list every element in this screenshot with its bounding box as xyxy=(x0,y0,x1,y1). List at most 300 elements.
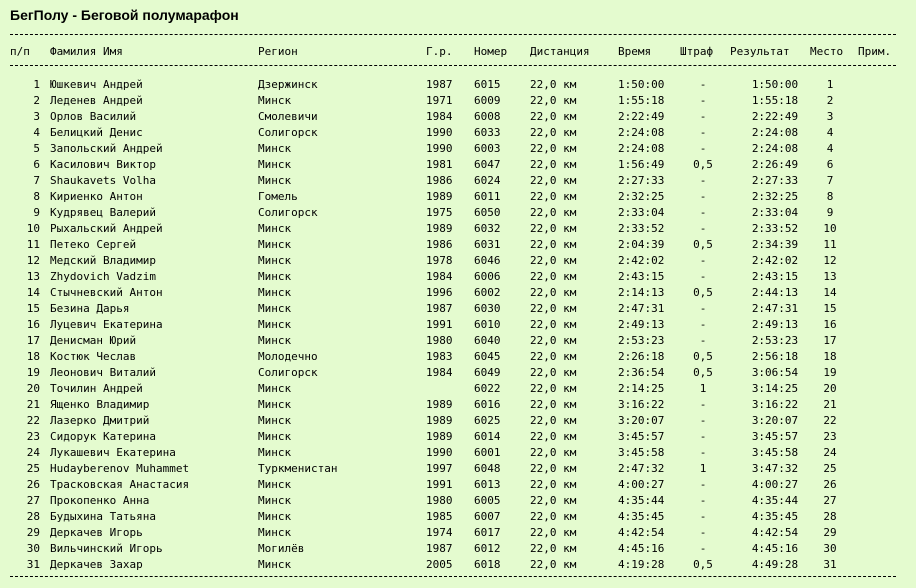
cell-year: 2005 xyxy=(426,558,453,571)
cell-region: Минск xyxy=(258,398,292,411)
cell-result: 4:35:44 xyxy=(751,494,799,507)
cell-place: 2 xyxy=(826,94,834,107)
cell-np: 17 xyxy=(26,334,40,347)
cell-penalty: - xyxy=(699,542,707,555)
cell-year: 1990 xyxy=(426,446,453,459)
cell-name: Кириенко Антон xyxy=(50,190,143,203)
cell-name: Денисман Юрий xyxy=(50,334,137,347)
cell-result: 2:27:33 xyxy=(751,174,799,187)
cell-penalty: - xyxy=(699,398,707,411)
cell-np: 10 xyxy=(26,222,40,235)
cell-number: 6040 xyxy=(474,334,501,347)
cell-place: 14 xyxy=(823,286,837,299)
cell-np: 23 xyxy=(26,430,40,443)
cell-np: 28 xyxy=(26,510,40,523)
header-place: Место xyxy=(810,45,844,58)
cell-result: 3:20:07 xyxy=(751,414,799,427)
cell-time: 2:24:08 xyxy=(618,126,665,139)
cell-name: Hudayberenov Muhammet xyxy=(50,462,190,475)
cell-name: Луцевич Екатерина xyxy=(50,318,163,331)
cell-year: 1987 xyxy=(426,302,453,315)
cell-time: 4:42:54 xyxy=(618,526,665,539)
header-number: Номер xyxy=(474,45,508,58)
cell-penalty: - xyxy=(699,270,707,283)
cell-year: 1989 xyxy=(426,414,453,427)
cell-region: Минск xyxy=(258,382,292,395)
cell-penalty: - xyxy=(699,430,707,443)
cell-distance: 22,0 км xyxy=(530,398,577,411)
cell-np: 9 xyxy=(33,206,40,219)
cell-place: 20 xyxy=(823,382,837,395)
cell-np: 11 xyxy=(26,238,40,251)
cell-place: 26 xyxy=(823,478,837,491)
cell-year: 1997 xyxy=(426,462,453,475)
cell-distance: 22,0 км xyxy=(530,286,577,299)
cell-time: 2:53:23 xyxy=(618,334,665,347)
cell-time: 1:56:49 xyxy=(618,158,665,171)
header-np: п/п xyxy=(10,45,30,58)
cell-number: 6033 xyxy=(474,126,501,139)
cell-distance: 22,0 км xyxy=(530,110,577,123)
table-row xyxy=(10,525,906,541)
cell-number: 6022 xyxy=(474,382,501,395)
cell-time: 1:50:00 xyxy=(618,78,665,91)
cell-penalty: 0,5 xyxy=(693,286,713,299)
cell-np: 14 xyxy=(26,286,40,299)
cell-time: 2:33:04 xyxy=(618,206,665,219)
cell-distance: 22,0 км xyxy=(530,430,577,443)
cell-time: 2:47:32 xyxy=(618,462,665,475)
cell-penalty: - xyxy=(699,174,707,187)
cell-np: 8 xyxy=(33,190,40,203)
cell-distance: 22,0 км xyxy=(530,126,577,139)
cell-year: 1996 xyxy=(426,286,453,299)
cell-distance: 22,0 км xyxy=(530,270,577,283)
cell-name: Деркачев Захар xyxy=(50,558,143,571)
table-row xyxy=(10,269,906,285)
cell-region: Минск xyxy=(258,446,292,459)
cell-number: 6049 xyxy=(474,366,501,379)
cell-year: 1991 xyxy=(426,478,453,491)
cell-number: 6045 xyxy=(474,350,501,363)
cell-number: 6013 xyxy=(474,478,501,491)
cell-np: 6 xyxy=(33,158,40,171)
cell-result: 2:22:49 xyxy=(751,110,799,123)
header-penalty: Штраф xyxy=(680,45,714,58)
cell-time: 3:16:22 xyxy=(618,398,665,411)
table-row xyxy=(10,173,906,189)
cell-distance: 22,0 км xyxy=(530,382,577,395)
cell-number: 6050 xyxy=(474,206,501,219)
cell-result: 3:47:32 xyxy=(751,462,799,475)
cell-result: 4:49:28 xyxy=(751,558,799,571)
cell-number: 6047 xyxy=(474,158,501,171)
cell-result: 2:33:04 xyxy=(751,206,799,219)
cell-place: 27 xyxy=(823,494,837,507)
cell-year: 1989 xyxy=(426,430,453,443)
cell-year: 1971 xyxy=(426,94,453,107)
cell-name: Орлов Василий xyxy=(50,110,137,123)
cell-distance: 22,0 км xyxy=(530,414,577,427)
cell-distance: 22,0 км xyxy=(530,510,577,523)
cell-penalty: - xyxy=(699,302,707,315)
cell-place: 4 xyxy=(826,126,834,139)
table-row xyxy=(10,189,906,205)
cell-region: Минск xyxy=(258,174,292,187)
cell-distance: 22,0 км xyxy=(530,206,577,219)
cell-number: 6048 xyxy=(474,462,501,475)
cell-number: 6001 xyxy=(474,446,501,459)
table-row xyxy=(10,445,906,461)
divider-bottom xyxy=(10,576,896,581)
cell-time: 2:04:39 xyxy=(618,238,665,251)
table-row xyxy=(10,253,906,269)
cell-penalty: 0,5 xyxy=(693,238,713,251)
cell-result: 4:45:16 xyxy=(751,542,799,555)
header-region: Регион xyxy=(258,45,298,58)
cell-penalty: - xyxy=(699,78,707,91)
cell-penalty: - xyxy=(699,126,707,139)
cell-year: 1990 xyxy=(426,126,453,139)
cell-number: 6030 xyxy=(474,302,501,315)
cell-name: Лазерко Дмитрий xyxy=(50,414,150,427)
cell-number: 6006 xyxy=(474,270,501,283)
cell-penalty: - xyxy=(699,446,707,459)
cell-place: 19 xyxy=(823,366,837,379)
cell-np: 2 xyxy=(33,94,40,107)
cell-region: Молодечно xyxy=(258,350,318,363)
cell-time: 2:43:15 xyxy=(618,270,665,283)
cell-np: 21 xyxy=(26,398,40,411)
cell-np: 26 xyxy=(26,478,40,491)
cell-distance: 22,0 км xyxy=(530,174,577,187)
cell-name: Стычневский Антон xyxy=(50,286,163,299)
cell-number: 6003 xyxy=(474,142,501,155)
cell-time: 4:19:28 xyxy=(618,558,665,571)
cell-np: 27 xyxy=(26,494,40,507)
table-row xyxy=(10,157,906,173)
cell-number: 6025 xyxy=(474,414,501,427)
cell-result: 4:00:27 xyxy=(751,478,799,491)
cell-result: 3:45:58 xyxy=(751,446,799,459)
cell-year: 1986 xyxy=(426,174,453,187)
cell-distance: 22,0 км xyxy=(530,366,577,379)
cell-region: Минск xyxy=(258,414,292,427)
cell-region: Туркменистан xyxy=(258,462,338,475)
cell-time: 2:27:33 xyxy=(618,174,665,187)
cell-result: 2:56:18 xyxy=(751,350,799,363)
cell-region: Гомель xyxy=(258,190,298,203)
cell-name: Zhydovich Vadzim xyxy=(50,270,156,283)
cell-region: Солигорск xyxy=(258,366,318,379)
cell-region: Могилёв xyxy=(258,542,305,555)
cell-time: 2:32:25 xyxy=(618,190,665,203)
cell-distance: 22,0 км xyxy=(530,302,577,315)
cell-name: Петеко Сергей xyxy=(50,238,137,251)
cell-penalty: - xyxy=(699,318,707,331)
cell-np: 5 xyxy=(33,142,40,155)
cell-penalty: - xyxy=(699,206,707,219)
cell-distance: 22,0 км xyxy=(530,478,577,491)
cell-name: Медский Владимир xyxy=(50,254,156,267)
cell-region: Смолевичи xyxy=(258,110,318,123)
cell-penalty: - xyxy=(699,94,707,107)
cell-penalty: 0,5 xyxy=(693,366,713,379)
cell-place: 16 xyxy=(823,318,837,331)
cell-time: 2:14:13 xyxy=(618,286,665,299)
cell-region: Солигорск xyxy=(258,126,318,139)
results-table xyxy=(10,32,906,581)
table-row xyxy=(10,125,906,141)
cell-year: 1980 xyxy=(426,494,453,507)
cell-penalty: - xyxy=(699,110,707,123)
cell-result: 2:47:31 xyxy=(751,302,799,315)
cell-place: 18 xyxy=(823,350,837,363)
cell-penalty: - xyxy=(699,526,707,539)
cell-np: 13 xyxy=(26,270,40,283)
cell-region: Минск xyxy=(258,558,292,571)
cell-distance: 22,0 км xyxy=(530,334,577,347)
cell-distance: 22,0 км xyxy=(530,318,577,331)
cell-result: 2:33:52 xyxy=(751,222,799,235)
cell-year: 1984 xyxy=(426,110,453,123)
cell-number: 6046 xyxy=(474,254,501,267)
table-row xyxy=(10,509,906,525)
table-row xyxy=(10,205,906,221)
cell-result: 2:43:15 xyxy=(751,270,799,283)
table-row xyxy=(10,77,906,93)
cell-result: 2:24:08 xyxy=(751,126,799,139)
cell-np: 20 xyxy=(26,382,40,395)
cell-year: 1984 xyxy=(426,366,453,379)
header-result: Результат xyxy=(730,45,790,58)
cell-year: 1985 xyxy=(426,510,453,523)
cell-result: 1:50:00 xyxy=(751,78,799,91)
cell-time: 4:35:44 xyxy=(618,494,665,507)
cell-region: Минск xyxy=(258,270,292,283)
cell-distance: 22,0 км xyxy=(530,350,577,363)
table-row xyxy=(10,333,906,349)
cell-np: 12 xyxy=(26,254,40,267)
cell-number: 6031 xyxy=(474,238,501,251)
table-row xyxy=(10,413,906,429)
cell-number: 6002 xyxy=(474,286,501,299)
cell-region: Минск xyxy=(258,478,292,491)
cell-region: Минск xyxy=(258,510,292,523)
cell-name: Прокопенко Анна xyxy=(50,494,150,507)
cell-place: 6 xyxy=(826,158,834,171)
cell-place: 25 xyxy=(823,462,837,475)
cell-year: 1983 xyxy=(426,350,453,363)
cell-result: 3:16:22 xyxy=(751,398,799,411)
cell-result: 3:06:54 xyxy=(751,366,799,379)
cell-distance: 22,0 км xyxy=(530,158,577,171)
cell-name: Сидорук Катерина xyxy=(50,430,156,443)
cell-np: 1 xyxy=(33,78,40,91)
cell-distance: 22,0 км xyxy=(530,238,577,251)
cell-result: 3:45:57 xyxy=(751,430,799,443)
cell-place: 13 xyxy=(823,270,837,283)
cell-name: Вильчинский Игорь xyxy=(50,542,163,555)
cell-penalty: - xyxy=(699,142,707,155)
cell-distance: 22,0 км xyxy=(530,254,577,267)
cell-np: 25 xyxy=(26,462,40,475)
table-row xyxy=(10,237,906,253)
cell-distance: 22,0 км xyxy=(530,526,577,539)
cell-distance: 22,0 км xyxy=(530,94,577,107)
cell-penalty: - xyxy=(699,414,707,427)
cell-np: 7 xyxy=(33,174,40,187)
cell-number: 6014 xyxy=(474,430,501,443)
cell-place: 11 xyxy=(823,238,837,251)
cell-number: 6008 xyxy=(474,110,501,123)
cell-penalty: - xyxy=(699,510,707,523)
cell-penalty: - xyxy=(699,190,707,203)
table-row xyxy=(10,541,906,557)
table-body xyxy=(10,77,906,573)
table-header xyxy=(10,44,906,60)
cell-name: Точилин Андрей xyxy=(50,382,143,395)
cell-year: 1980 xyxy=(426,334,453,347)
table-row xyxy=(10,349,906,365)
cell-place: 12 xyxy=(823,254,837,267)
cell-name: Запольский Андрей xyxy=(50,142,163,155)
cell-distance: 22,0 км xyxy=(530,494,577,507)
cell-np: 31 xyxy=(26,558,40,571)
cell-region: Минск xyxy=(258,238,292,251)
cell-year: 1984 xyxy=(426,270,453,283)
header-time: Время xyxy=(618,45,652,58)
cell-result: 2:42:02 xyxy=(751,254,799,267)
cell-number: 6015 xyxy=(474,78,501,91)
cell-year: 1991 xyxy=(426,318,453,331)
cell-number: 6007 xyxy=(474,510,501,523)
cell-year: 1989 xyxy=(426,222,453,235)
cell-np: 22 xyxy=(26,414,40,427)
cell-penalty: 0,5 xyxy=(693,350,713,363)
table-row xyxy=(10,477,906,493)
cell-year: 1987 xyxy=(426,542,453,555)
cell-place: 4 xyxy=(826,142,834,155)
cell-number: 6005 xyxy=(474,494,501,507)
cell-penalty: - xyxy=(699,222,707,235)
cell-np: 18 xyxy=(26,350,40,363)
divider-header xyxy=(10,65,896,70)
cell-name: Безина Дарья xyxy=(50,302,130,315)
cell-time: 4:35:45 xyxy=(618,510,665,523)
cell-distance: 22,0 км xyxy=(530,222,577,235)
cell-time: 2:14:25 xyxy=(618,382,665,395)
cell-name: Костюк Чеслав xyxy=(50,350,137,363)
table-row xyxy=(10,109,906,125)
table-row xyxy=(10,429,906,445)
cell-region: Минск xyxy=(258,526,292,539)
cell-time: 2:36:54 xyxy=(618,366,665,379)
table-row xyxy=(10,301,906,317)
table-row xyxy=(10,397,906,413)
cell-name: Shaukavets Volha xyxy=(50,174,156,187)
cell-region: Минск xyxy=(258,430,292,443)
cell-np: 15 xyxy=(26,302,40,315)
cell-distance: 22,0 км xyxy=(530,446,577,459)
cell-penalty: 0,5 xyxy=(693,158,713,171)
cell-time: 2:24:08 xyxy=(618,142,665,155)
cell-time: 4:00:27 xyxy=(618,478,665,491)
cell-year: 1990 xyxy=(426,142,453,155)
cell-region: Минск xyxy=(258,286,292,299)
cell-place: 21 xyxy=(823,398,837,411)
cell-name: Будыхина Татьяна xyxy=(50,510,156,523)
cell-year: 1981 xyxy=(426,158,453,171)
cell-number: 6018 xyxy=(474,558,501,571)
cell-place: 8 xyxy=(826,190,834,203)
cell-result: 2:49:13 xyxy=(751,318,799,331)
cell-penalty: 1 xyxy=(699,382,707,395)
cell-number: 6017 xyxy=(474,526,501,539)
table-row xyxy=(10,493,906,509)
cell-time: 2:26:18 xyxy=(618,350,665,363)
cell-result: 2:34:39 xyxy=(751,238,799,251)
cell-region: Минск xyxy=(258,318,292,331)
cell-result: 3:14:25 xyxy=(751,382,799,395)
cell-penalty: - xyxy=(699,254,707,267)
cell-region: Минск xyxy=(258,94,292,107)
cell-region: Минск xyxy=(258,334,292,347)
cell-time: 2:47:31 xyxy=(618,302,665,315)
table-row xyxy=(10,557,906,573)
cell-name: Трасковская Анастасия xyxy=(50,478,190,491)
cell-region: Солигорск xyxy=(258,206,318,219)
cell-year: 1975 xyxy=(426,206,453,219)
cell-np: 16 xyxy=(26,318,40,331)
cell-region: Минск xyxy=(258,254,292,267)
cell-penalty: - xyxy=(699,494,707,507)
cell-region: Минск xyxy=(258,222,292,235)
table-row xyxy=(10,93,906,109)
cell-name: Кудрявец Валерий xyxy=(50,206,156,219)
cell-region: Минск xyxy=(258,302,292,315)
cell-distance: 22,0 км xyxy=(530,558,577,571)
cell-time: 3:45:57 xyxy=(618,430,665,443)
cell-name: Ященко Владимир xyxy=(50,398,150,411)
cell-time: 2:42:02 xyxy=(618,254,665,267)
table-row xyxy=(10,141,906,157)
divider-top xyxy=(10,34,896,39)
cell-year: 1978 xyxy=(426,254,453,267)
table-row xyxy=(10,381,906,397)
cell-place: 1 xyxy=(826,78,834,91)
cell-number: 6009 xyxy=(474,94,501,107)
cell-np: 19 xyxy=(26,366,40,379)
cell-result: 2:44:13 xyxy=(751,286,799,299)
cell-place: 7 xyxy=(826,174,834,187)
cell-name: Леонович Виталий xyxy=(50,366,156,379)
cell-place: 15 xyxy=(823,302,837,315)
cell-distance: 22,0 км xyxy=(530,462,577,475)
cell-place: 22 xyxy=(823,414,837,427)
cell-time: 3:45:58 xyxy=(618,446,665,459)
cell-place: 29 xyxy=(823,526,837,539)
cell-time: 1:55:18 xyxy=(618,94,665,107)
cell-name: Юшкевич Андрей xyxy=(50,78,143,91)
cell-result: 4:42:54 xyxy=(751,526,799,539)
cell-distance: 22,0 км xyxy=(530,78,577,91)
cell-place: 17 xyxy=(823,334,837,347)
cell-place: 3 xyxy=(826,110,834,123)
cell-distance: 22,0 км xyxy=(530,190,577,203)
cell-region: Дзержинск xyxy=(258,78,318,91)
page-title: БегПолу - Беговой полумарафон xyxy=(10,7,239,23)
